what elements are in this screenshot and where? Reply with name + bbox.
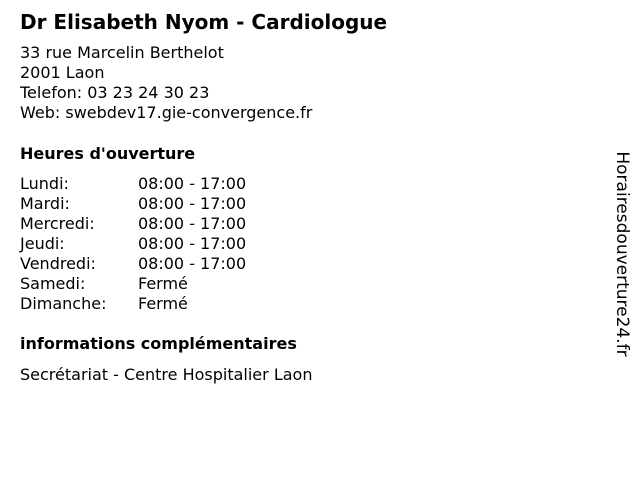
hours-value: Fermé xyxy=(138,294,188,313)
page-title: Dr Elisabeth Nyom - Cardiologue xyxy=(20,10,388,34)
day-label: Lundi: xyxy=(20,174,69,193)
website: Web: swebdev17.gie-convergence.fr xyxy=(20,103,313,122)
hours-value: Fermé xyxy=(138,274,188,293)
hours-value: 08:00 - 17:00 xyxy=(138,214,247,233)
address-block xyxy=(20,43,312,123)
additional-info-heading: informations complémentaires xyxy=(20,334,297,353)
street-address: 33 rue Marcelin Berthelot xyxy=(20,43,224,62)
day-label: Mardi: xyxy=(20,194,70,213)
hours-value: 08:00 - 17:00 xyxy=(138,254,247,273)
phone-number: Telefon: 03 23 24 30 23 xyxy=(20,83,210,102)
hours-value: 08:00 - 17:00 xyxy=(138,174,247,193)
opening-hours-heading: Heures d'ouverture xyxy=(20,144,196,163)
day-label: Dimanche: xyxy=(20,294,107,313)
hours-value: 08:00 - 17:00 xyxy=(138,194,247,213)
hours-value: 08:00 - 17:00 xyxy=(138,234,247,253)
day-label: Mercredi: xyxy=(20,214,95,233)
day-label: Samedi: xyxy=(20,274,86,293)
watermark xyxy=(582,136,640,372)
additional-info-text: Secrétariat - Centre Hospitalier Laon xyxy=(20,365,313,384)
watermark-text: Horairesdouverture24.fr xyxy=(612,151,632,357)
day-label: Jeudi: xyxy=(20,234,65,253)
city-address: 2001 Laon xyxy=(20,63,105,82)
day-label: Vendredi: xyxy=(20,254,96,273)
